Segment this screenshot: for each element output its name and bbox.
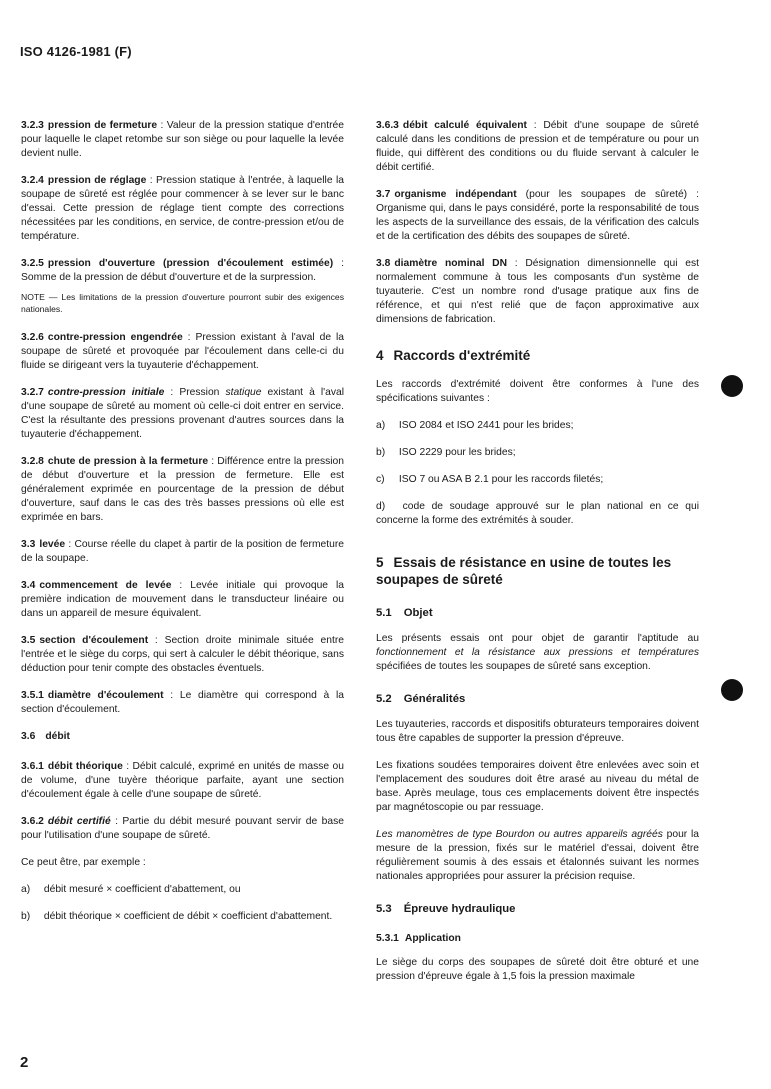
example-intro: Ce peut être, par exemple :	[21, 857, 146, 868]
clause-3-2-5: 3.2.5 pression d'ouverture (pression d'écoulement estimée) : Somme de la pression de début d'ouverture et de la surpression.	[21, 258, 344, 283]
section-5-3-1-text: Le siège du corps des soupapes de sûreté doit être obturé et une pression d'épreuve égale à 1,5 fois la pression maximale	[376, 957, 699, 982]
list-item: b) débit théorique × coefficient de débit × coefficient d'abattement.	[21, 911, 333, 922]
clause-3-5-1: 3.5.1 diamètre d'écoulement : Le diamètre qui correspond à la section d'écoulement.	[21, 690, 344, 715]
margin-bullet-icon	[721, 679, 743, 701]
document-header: ISO 4126-1981 (F)	[20, 44, 132, 59]
clause-3-2-3: 3.2.3 pression de fermeture : Valeur de la pression statique d'entrée pour laquelle le clapet retombe sur son siège ou pour laquelle la levée devient nulle.	[21, 120, 344, 159]
list-item: c) ISO 7 ou ASA B 2.1 pour les raccords filetés;	[376, 474, 604, 485]
section-4-intro: Les raccords d'extrémité doivent être conformes à l'une des spécifications suivantes :	[376, 379, 699, 404]
clause-3-6-3: 3.6.3 débit calculé équivalent : Débit d'une soupape de sûreté calculé dans les conditions de pression et de température ou pour un fluide, qui diffèrent des conditions ou du fluide servant à calculer le débit certifié.	[376, 120, 699, 173]
section-5-2-para-3: Les manomètres de type Bourdon ou autres appareils agréés pour la mesure de la pression, fixés sur le matériel d'essai, doivent être régulièrement soumis à des essais et étalonnés suivant les normes nationales appropriées pour assurer la précision requise.	[376, 829, 699, 882]
clause-3-7: 3.7 organisme indépendant (pour les soupapes de sûreté) : Organisme qui, dans le pays considéré, porte la responsabilité de tous les aspects de la surveillance des essais, de la vérification des calculs et de la certification des débits des soupapes de sûreté.	[376, 189, 699, 242]
clause-3-6-1: 3.6.1 débit théorique : Débit calculé, exprimé en unités de masse ou de volume, d'une tuyère théorique parfaite, ayant une section d'écoulement égale à celle d'une soupape de sûreté.	[21, 761, 344, 800]
clause-3-2-8: 3.2.8 chute de pression à la fermeture : Différence entre la pression de début d'ouverture et la pression de fermeture. Elle est généralement exprimée en pourcentage de la pression de début d'ouverture, sauf dans le cas des très basses pressions où elle est exprimée en bars.	[21, 456, 345, 523]
note-3-2-5: NOTE — Les limitations de la pression d'ouverture pourront subir des exigences nationales.	[21, 292, 344, 314]
section-5-3-heading: 5.3 Épreuve hydraulique	[376, 903, 516, 915]
list-item: b) ISO 2229 pour les brides;	[376, 447, 516, 458]
page-number: 2	[20, 1054, 29, 1071]
clause-3-6: 3.6 débit	[21, 731, 70, 742]
section-4-heading: 4 Raccords d'extrémité	[376, 348, 531, 363]
clause-3-6-2: 3.6.2 débit certifié : Partie du débit mesuré pouvant servir de base pour l'utilisation d'une soupape de sûreté.	[21, 816, 344, 841]
section-5-2-para-2: Les fixations soudées temporaires doivent être enlevées avec soin et l'emplacement des soudures doit être arasé au niveau du métal de base. Après meulage, tous ces emplacements doivent être inspectés par magnétoscopie ou par ressuage.	[376, 760, 699, 813]
right-column	[376, 119, 699, 997]
clause-3-8: 3.8 diamètre nominal DN : Désignation dimensionnelle qui est normalement commune à tous les composants d'un système de tuyauterie. C'est un nombre rond d'usage pratique aux fins de référence, et qui n'est relié que de façon approximative aux dimensions de fabrication.	[376, 258, 699, 325]
section-5-heading: 5 Essais de résistance en usine de toutes les soupapes de sûreté	[376, 555, 672, 587]
clause-3-2-4: 3.2.4 pression de réglage : Pression statique à l'entrée, à laquelle la soupape de sûreté est réglée pour commencer à se lever sur le banc d'essai. Cette pression de réglage tient compte des corrections nécessitées par les conditions, en service, de contre-pression et/ou de température.	[21, 175, 344, 242]
clause-3-3: 3.3 levée : Course réelle du clapet à partir de la position de fermeture de la soupape.	[21, 539, 344, 564]
section-5-3-1-heading: 5.3.1 Application	[376, 933, 461, 944]
list-item: d) code de soudage approuvé sur le plan national en ce qui concerne la forme des extrémités à souder.	[376, 501, 699, 526]
margin-bullet-icon	[721, 375, 743, 397]
section-5-1-heading: 5.1 Objet	[376, 607, 433, 619]
clause-3-2-6: 3.2.6 contre-pression engendrée : Pression existant à l'aval de la soupape de sûreté et provoquée par l'écoulement dans celle-ci du fluide se dirigeant vers la tuyauterie d'échappement.	[21, 332, 344, 371]
clause-3-2-7: 3.2.7 contre-pression initiale : Pression statique existant à l'aval d'une soupape de sûreté au moment où celle-ci doit entrer en service. C'est la résultante des pressions provenant d'autres sources dans la tuyauterie d'échappement.	[21, 387, 344, 440]
clause-3-4: 3.4 commencement de levée : Levée initiale qui provoque la première indication de mouvement dans le transducteur linéaire ou dans un appareil de mesure équivalent.	[21, 580, 344, 619]
section-5-1-text: Les présents essais ont pour objet de garantir l'aptitude au fonctionnement et la résistance aux pressions et températures spécifiées de toutes les soupapes de sûreté sans exception.	[376, 633, 699, 672]
left-column	[21, 119, 344, 937]
list-item: a) ISO 2084 et ISO 2441 pour les brides;	[376, 420, 574, 431]
section-5-2-para-1: Les tuyauteries, raccords et dispositifs obturateurs temporaires doivent tous être capables de supporter la pression d'épreuve.	[376, 719, 699, 744]
clause-3-5: 3.5 section d'écoulement : Section droite minimale située entre l'entrée et le siège du corps, qui sert à calculer le débit théorique, sans déduction pour tenir compte des obstacles éventuels.	[21, 635, 344, 674]
section-5-2-heading: 5.2 Généralités	[376, 693, 466, 705]
list-item: a) débit mesuré × coefficient d'abattement, ou	[21, 884, 241, 895]
